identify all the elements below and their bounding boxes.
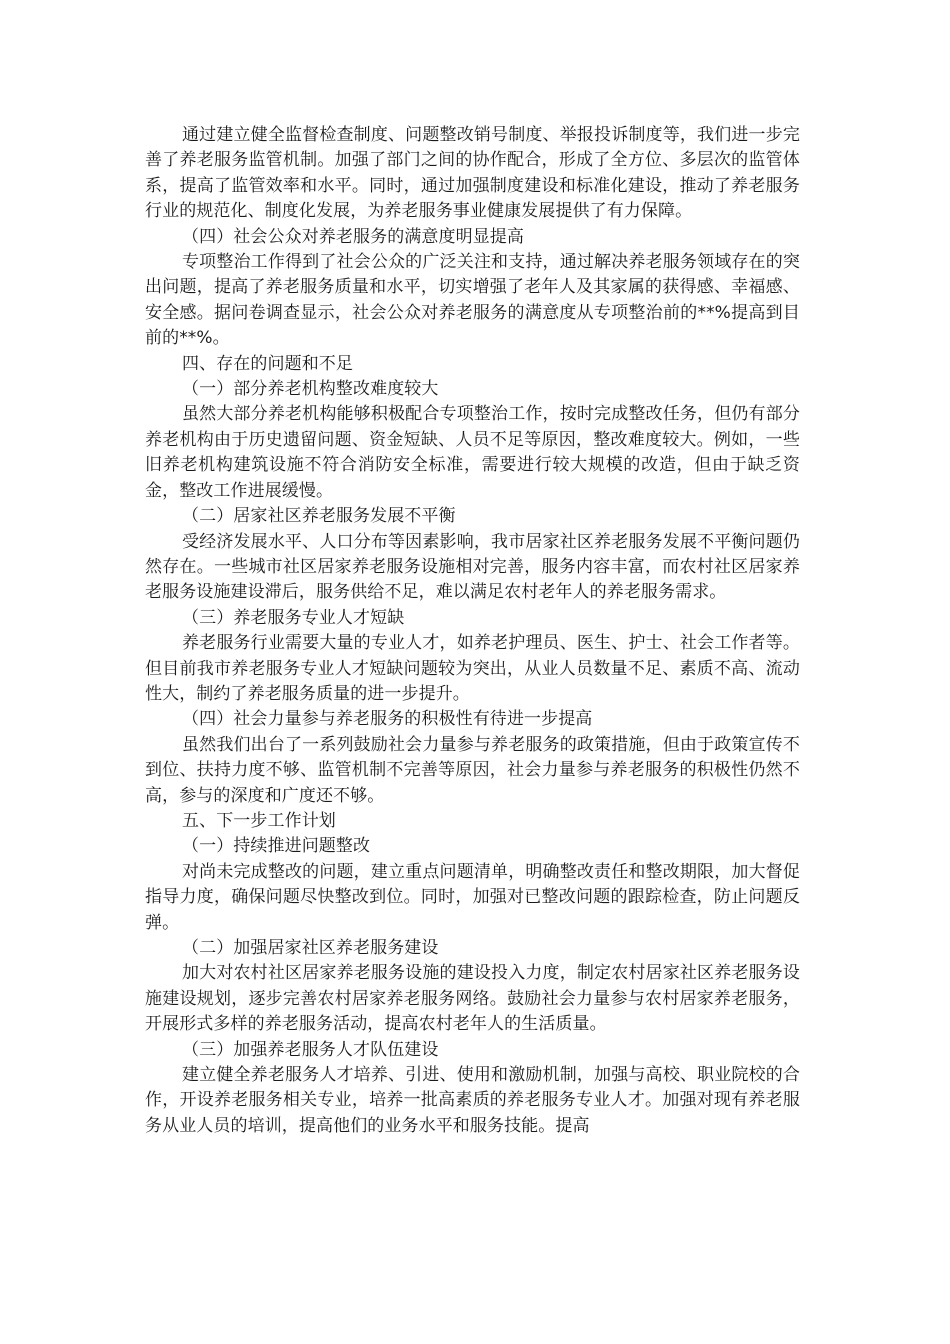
- heading-rectification-difficulty: （一）部分养老机构整改难度较大: [182, 379, 439, 400]
- heading-community-construction: （二）加强居家社区养老服务建设: [182, 938, 439, 958]
- heading-social-participation: （四）社会力量参与养老服务的积极性有待进一步提高: [182, 709, 593, 730]
- paragraph-community-imbalance: 受经济发展水平、人口分布等因素影响，我市居家社区养老服务发展不平衡问题仍然存在。一些城市社区居家养老服务设施相对完善，服务内容丰富，而农村社区居家养老服务设施建设滞后，服务供给不足，难以满足农村老年人的养老服务需求。: [145, 531, 800, 603]
- paragraph-rectification-difficulty: 虽然大部分养老机构能够积极配合专项整治工作，按时完成整改任务，但仍有部分养老机构由于历史遗留问题、资金短缺、人员不足等原因，整改难度较大。例如，一些旧养老机构建筑设施不符合消防安全标准，需要进行较大规模的改造，但由于缺乏资金，整改工作进展缓慢。: [145, 404, 800, 501]
- heading-public-satisfaction: （四）社会公众对养老服务的满意度明显提高: [182, 226, 524, 247]
- heading-talent-shortage: （三）养老服务专业人才短缺: [182, 607, 405, 628]
- paragraph-community-construction: 加大对农村社区居家养老服务设施的建设投入力度，制定农村居家社区养老服务设施建设规划，逐步完善农村居家养老服务网络。鼓励社会力量参与农村居家养老服务，开展形式多样的养老服务活动，提高农村老年人的生活质量。: [145, 963, 800, 1035]
- paragraph-public-satisfaction: 专项整治工作得到了社会公众的广泛关注和支持，通过解决养老服务领域存在的突出问题，提高了养老服务质量和水平，切实增强了老年人及其家属的获得感、幸福感、安全感。据问卷调查显示，社会公众对养老服务的满意度从专项整治前的**%提高到目前的**%。: [145, 252, 800, 349]
- paragraph-social-participation: 虽然我们出台了一系列鼓励社会力量参与养老服务的政策措施，但由于政策宣传不到位、扶持力度不够、监管机制不完善等原因，社会力量参与养老服务的积极性仍然不高，参与的深度和广度还不够。: [145, 734, 800, 806]
- paragraph-continue-rectification: 对尚未完成整改的问题，建立重点问题清单，明确整改责任和整改期限，加大督促指导力度，确保问题尽快整改到位。同时，加强对已整改问题的跟踪检查，防止问题反弹。: [145, 861, 800, 933]
- section-heading-next-steps: 五、下一步工作计划: [182, 810, 336, 831]
- document-page: [145, 123, 800, 1139]
- paragraph-talent-team: 建立健全养老服务人才培养、引进、使用和激励机制，加强与高校、职业院校的合作，开设养老服务相关专业，培养一批高素质的养老服务专业人才。加强对现有养老服务从业人员的培训，提高他们的业务水平和服务技能。提高: [145, 1065, 800, 1136]
- heading-continue-rectification: （一）持续推进问题整改: [182, 836, 371, 857]
- heading-talent-team: （三）加强养老服务人才队伍建设: [182, 1039, 439, 1060]
- paragraph-supervision-mechanism: 通过建立健全监督检查制度、问题整改销号制度、举报投诉制度等，我们进一步完善了养老服务监管机制。加强了部门之间的协作配合，形成了全方位、多层次的监管体系，提高了监管效率和水平。同时，通过加强制度建设和标准化建设，推动了养老服务行业的规范化、制度化发展，为养老服务事业健康发展提供了有力保障。: [145, 125, 800, 222]
- section-heading-problems: 四、存在的问题和不足: [182, 353, 353, 374]
- paragraph-talent-shortage: 养老服务行业需要大量的专业人才，如养老护理员、医生、护士、社会工作者等。但目前我市养老服务专业人才短缺问题较为突出，从业人员数量不足、素质不高、流动性大，制约了养老服务质量的进一步提升。: [145, 633, 800, 704]
- heading-community-imbalance: （二）居家社区养老服务发展不平衡: [182, 506, 456, 527]
